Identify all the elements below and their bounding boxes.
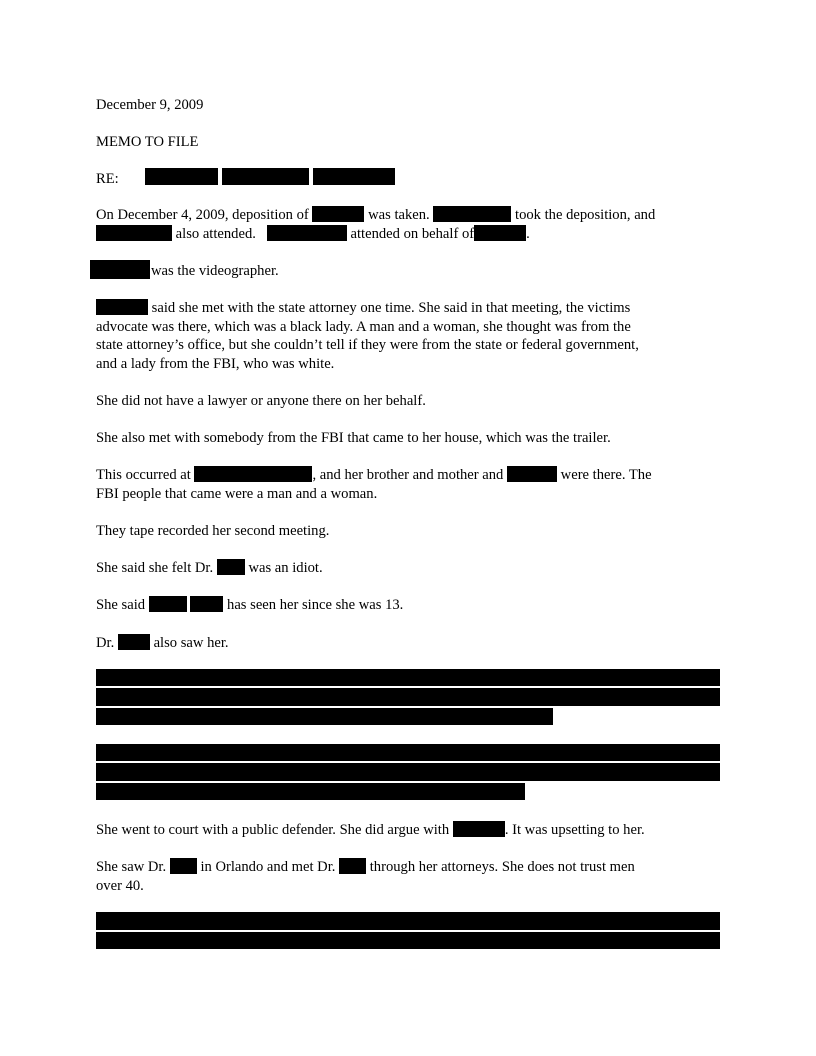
redaction-block <box>96 225 172 241</box>
redaction-block <box>339 858 366 874</box>
redaction-block <box>474 225 526 241</box>
redaction-block <box>222 168 309 185</box>
paragraph-line <box>96 596 403 614</box>
text-segment: On December 4, 2009, deposition of <box>96 207 309 223</box>
redaction-block <box>313 168 395 185</box>
redaction-bar <box>96 744 720 761</box>
paragraph-line: and a lady from the FBI, who was white. <box>96 356 335 372</box>
text-segment: This occurred at <box>96 467 191 483</box>
redaction-block <box>96 299 148 315</box>
paragraph-line: She did not have a lawyer or anyone there on her behalf. <box>96 393 426 409</box>
text-segment: She said she felt Dr. <box>96 560 214 576</box>
memo-date: December 9, 2009 <box>96 97 204 113</box>
paragraph-line: was the videographer. <box>151 263 279 279</box>
paragraph-line <box>96 466 720 484</box>
text-segment: also attended. <box>175 226 256 242</box>
text-segment: through her attorneys. She does not trust men <box>369 859 635 875</box>
text-segment: was taken. <box>368 207 430 223</box>
redaction-block <box>267 225 347 241</box>
redaction-block <box>190 596 223 612</box>
redaction-bar <box>96 763 720 781</box>
text-segment: were there. The <box>560 467 652 483</box>
redaction-block <box>170 858 197 874</box>
paragraph-line <box>96 634 229 652</box>
text-segment: also saw her. <box>153 635 229 651</box>
text-segment: was an idiot. <box>248 560 323 576</box>
redaction-bar <box>96 912 720 930</box>
redaction-block <box>507 466 557 482</box>
paragraph-line <box>96 858 720 876</box>
redaction-block <box>217 559 245 575</box>
paragraph-line: state attorney’s office, but she couldn’t tell if they were from the state or federal government, <box>96 337 639 353</box>
redaction-block <box>194 466 312 482</box>
redaction-block <box>145 168 218 185</box>
redaction-bar <box>96 708 553 725</box>
redaction-block <box>312 206 364 222</box>
redaction-block <box>453 821 505 837</box>
paragraph-line <box>96 299 720 317</box>
redaction-block <box>90 260 150 279</box>
redaction-bar <box>96 669 720 686</box>
text-segment: , and her brother and mother and <box>312 467 504 483</box>
text-segment: in Orlando and met Dr. <box>200 859 336 875</box>
paragraph-line: She also met with somebody from the FBI that came to her house, which was the trailer. <box>96 430 611 446</box>
paragraph-line: advocate was there, which was a black lady. A man and a woman, she thought was from the <box>96 319 631 335</box>
paragraph-line <box>96 559 323 577</box>
text-segment: She said <box>96 597 146 613</box>
text-segment: took the deposition, and <box>515 207 656 223</box>
text-segment: Dr. <box>96 635 115 651</box>
re-label: RE: <box>96 171 119 187</box>
paragraph-line <box>96 225 530 243</box>
redaction-block <box>118 634 150 650</box>
redaction-bar <box>96 783 525 800</box>
memo-title: MEMO TO FILE <box>96 134 199 150</box>
text-segment: She went to court with a public defender. She did argue with <box>96 822 450 838</box>
paragraph-line: FBI people that came were a man and a woman. <box>96 486 378 502</box>
redaction-block <box>433 206 511 222</box>
paragraph-line: over 40. <box>96 878 144 894</box>
text-segment: said she met with the state attorney one time. She said in that meeting, the victims <box>151 300 631 316</box>
text-segment: . It was upsetting to her. <box>504 822 645 838</box>
paragraph-line: They tape recorded her second meeting. <box>96 523 330 539</box>
text-segment: attended on behalf of <box>350 226 475 242</box>
text-segment: She saw Dr. <box>96 859 167 875</box>
redaction-block <box>149 596 187 612</box>
text-segment: . <box>526 226 530 242</box>
paragraph-line <box>96 206 720 224</box>
redaction-bar <box>96 932 720 949</box>
redaction-bar <box>96 688 720 706</box>
text-segment: has seen her since she was 13. <box>227 597 404 613</box>
paragraph-line <box>96 821 645 839</box>
